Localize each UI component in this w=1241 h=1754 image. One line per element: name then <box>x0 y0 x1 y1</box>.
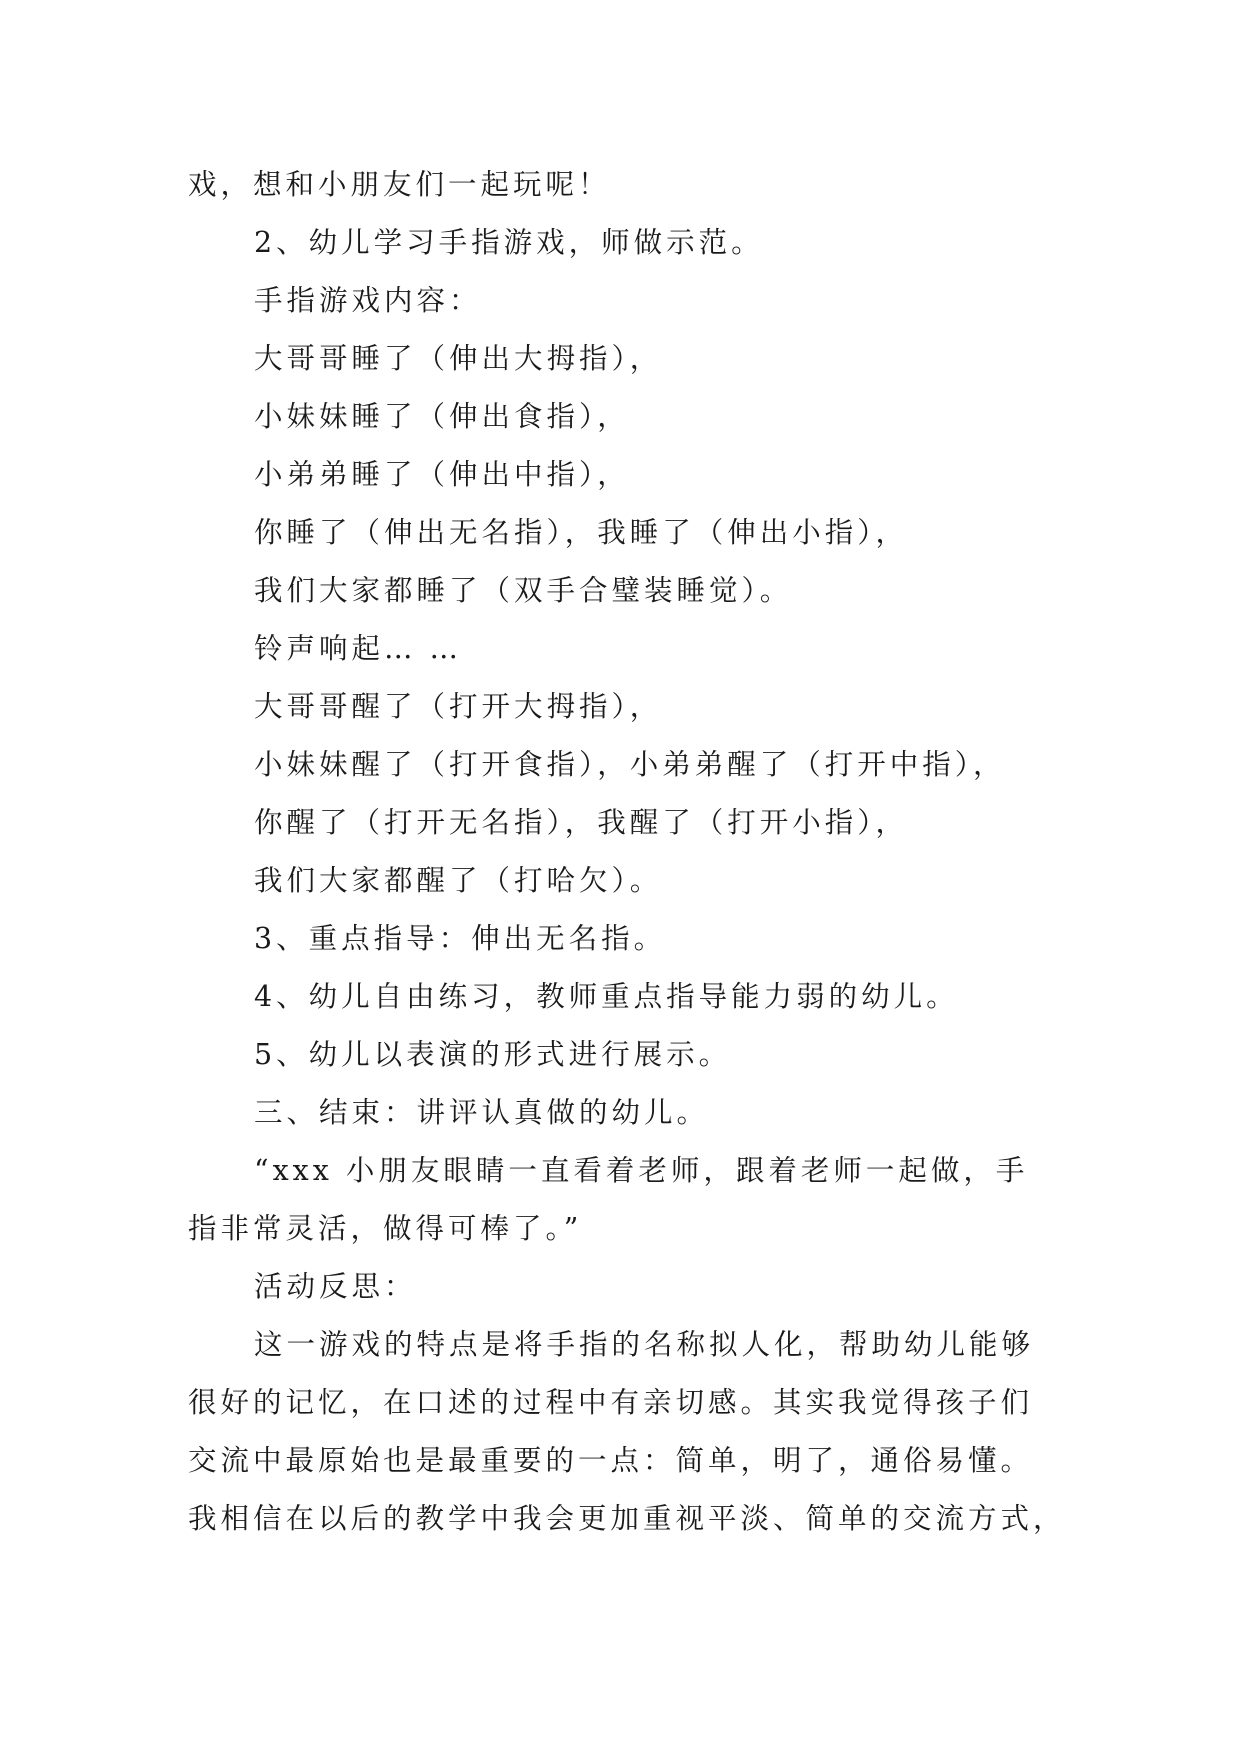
text-line: 小弟弟睡了（伸出中指）， <box>254 458 630 491</box>
text-line: 指非常灵活，做得可棒了。” <box>188 1212 583 1245</box>
text-line: 我们大家都睡了（双手合璧装睡觉）。 <box>254 574 793 607</box>
text-line: 我们大家都醒了（打哈欠）。 <box>254 864 663 897</box>
text-line: 我相信在以后的教学中我会更加重视平淡、简单的交流方式， <box>188 1502 1066 1535</box>
text-line: “xxx 小朋友眼睛一直看着老师，跟着老师一起做，手 <box>254 1154 1029 1187</box>
text-line: 很好的记忆，在口述的过程中有亲切感。其实我觉得孩子们 <box>188 1386 1034 1419</box>
section-heading: 活动反思： <box>254 1270 417 1303</box>
text-line: 5、幼儿以表演的形式进行展示。 <box>254 1038 732 1071</box>
text-line: 铃声响起… … <box>254 632 463 665</box>
text-line: 大哥哥醒了（打开大拇指）， <box>254 690 663 723</box>
text-line: 你醒了（打开无名指），我醒了（打开小指）， <box>254 806 909 839</box>
text-line: 手指游戏内容： <box>254 284 482 317</box>
text-line: 4、幼儿自由练习，教师重点指导能力弱的幼儿。 <box>254 980 959 1013</box>
document-body <box>188 156 1068 1548</box>
text-line: 戏，想和小朋友们一起玩呢！ <box>188 168 611 201</box>
text-line: 2、幼儿学习手指游戏，师做示范。 <box>254 226 764 259</box>
text-line: 这一游戏的特点是将手指的名称拟人化，帮助幼儿能够 <box>254 1328 1035 1361</box>
text-line: 三、结束：讲评认真做的幼儿。 <box>254 1096 710 1129</box>
text-line: 你睡了（伸出无名指），我睡了（伸出小指）， <box>254 516 909 549</box>
text-line: 3、重点指导：伸出无名指。 <box>254 922 667 955</box>
text-line: 交流中最原始也是最重要的一点：简单，明了，通俗易懂。 <box>188 1444 1034 1477</box>
text-line: 小妹妹睡了（伸出食指）， <box>254 400 630 433</box>
text-line: 小妹妹醒了（打开食指），小弟弟醒了（打开中指）， <box>254 748 1006 781</box>
text-line: 大哥哥睡了（伸出大拇指）， <box>254 342 663 375</box>
